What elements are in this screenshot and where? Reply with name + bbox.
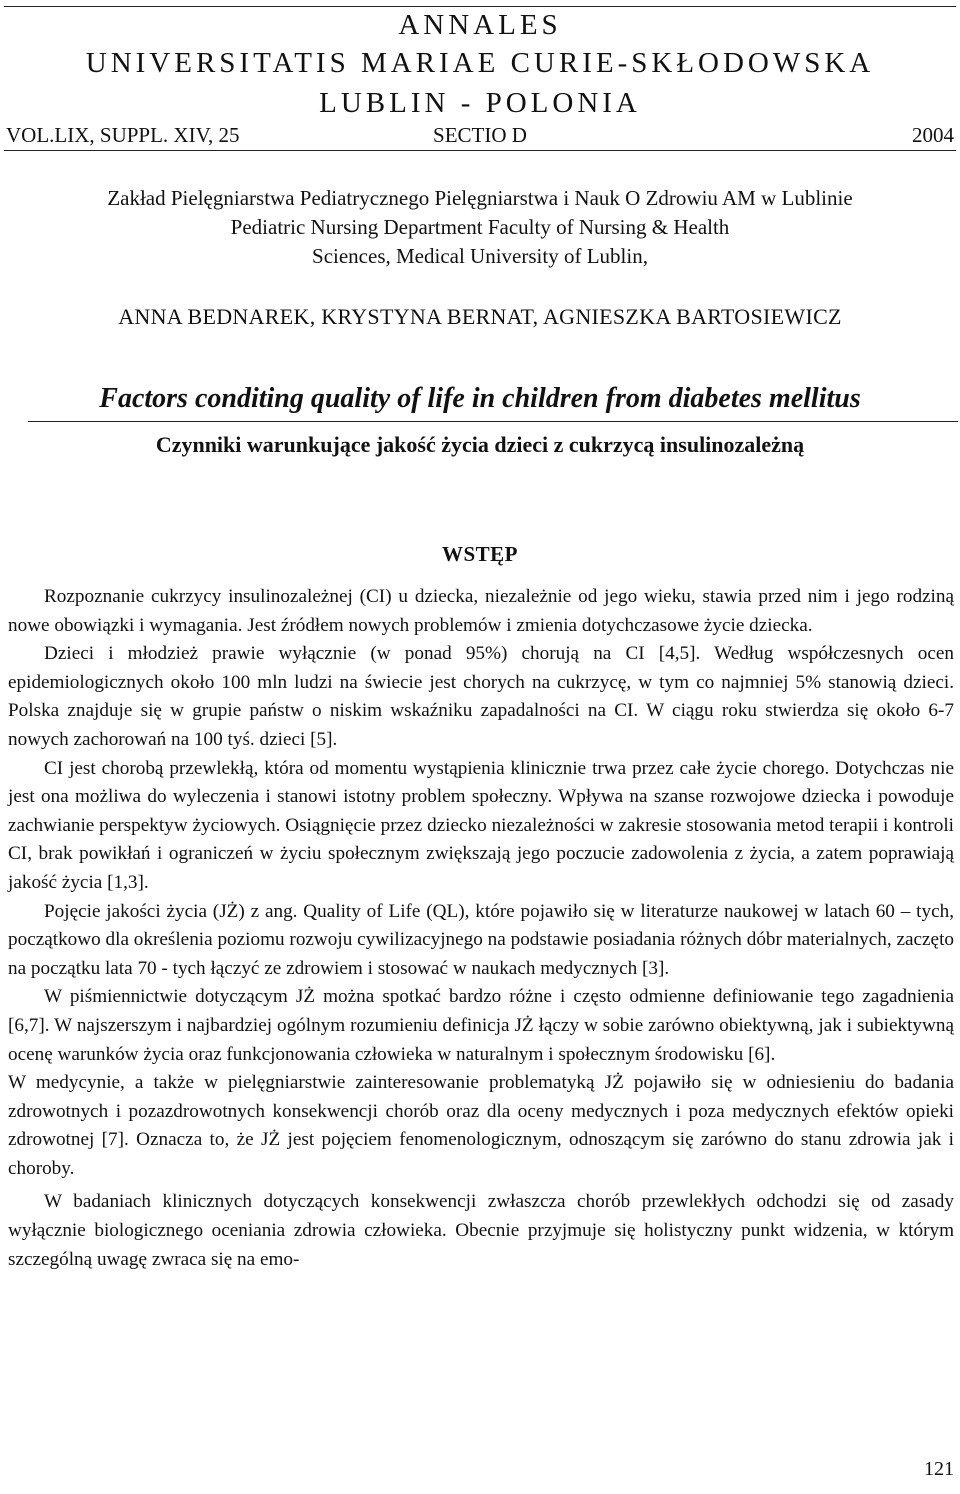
affiliation-line2: Pediatric Nursing Department Faculty of Nursing & Health [230, 215, 730, 239]
journal-title-line1: ANNALES [398, 9, 562, 41]
paragraph: Rozpoznanie cukrzycy insulinozależnej (CI) u dziecka, niezależnie od jego wieku, stawia przed nim i jego rodziną nowe obowiązki i wymagania. Jest źródłem nowych problemów i zmienia dotychczasowe życie dziecka. [8, 586, 954, 636]
body-text [8, 583, 954, 1274]
year-label: 2004 [912, 123, 954, 147]
page-number: 121 [924, 1458, 954, 1480]
affiliation-line3: Sciences, Medical University of Lublin, [312, 244, 648, 268]
section-label: SECTIO D [433, 123, 527, 147]
header-top-rule [4, 6, 956, 7]
author-list: ANNA BEDNAREK, KRYSTYNA BERNAT, AGNIESZKA BARTOSIEWICZ [118, 304, 842, 329]
volume-line [6, 121, 954, 149]
header-bottom-rule [4, 150, 956, 151]
journal-title-line2: UNIVERSITATIS MARIAE CURIE-SKŁODOWSKA [85, 47, 875, 79]
volume-label: VOL.LIX, SUPPL. XIV, 25 [6, 123, 240, 147]
paragraph: W badaniach klinicznych dotyczących konsekwencji zwłaszcza chorób przewlekłych odchodzi się od zasady wyłącznie biologicznego oceniania zdrowia człowieka. Obecnie przyjmuje się holistyczny punkt widzenia, w którym szczególną uwagę zwraca się na emo- [8, 1191, 954, 1270]
section-heading: WSTĘP [441, 542, 519, 566]
article-title-polish: Czynniki warunkujące jakość życia dzieci z cukrzycą insulinozależną [155, 432, 805, 457]
journal-title-line3: LUBLIN - POLONIA [319, 87, 641, 119]
affiliation-line1: Zakład Pielęgniarstwa Pediatrycznego Pielęgniarstwa i Nauk O Zdrowiu AM w Lublinie [107, 186, 853, 210]
paragraph: W medycynie, a także w pielęgniarstwie zainteresowanie problematyką JŻ pojawiło się w odniesieniu do badania zdrowotnych i pozazdrowotnych konsekwencji chorób oraz dla oceny medycznych i poza medycznych efektów opieki zdrowotnej [7]. Oznacza to, że JŻ jest pojęciem fenomenologicznym, odnoszącym się zarówno do stanu zdrowia jak i choroby. [8, 1072, 954, 1179]
paragraph: Dzieci i młodzież prawie wyłącznie (w ponad 95%) chorują na CI [4,5]. Według współczesnych ocen epidemiologicznych około 100 mln ludzi na świecie jest chorych na cukrzycę, w tym co najmniej 5% stanowią dzieci. Polska znajduje się w grupie państw o niskim wskaźniku zapadalności na CI. W ciągu roku stwierdza się około 6-7 nowych zachorowań na 100 tyś. dzieci [5]. [8, 643, 954, 750]
paragraph: W piśmiennictwie dotyczącym JŻ można spotkać bardzo różne i często odmienne definiowanie tego zagadnienia [6,7]. W najszerszym i najbardziej ogólnym rozumieniu definicja JŻ łączy w sobie zarówno obiektywną, jak i subiektywną ocenę warunków życia oraz funkcjonowania człowieka w naturalnym i społecznym środowisku [6]. [8, 986, 954, 1065]
title-rule [28, 421, 958, 422]
article-title-english: Factors conditing quality of life in children from diabetes mellitus [99, 383, 861, 414]
paragraph: CI jest chorobą przewlekłą, która od momentu wystąpienia klinicznie trwa przez całe życie chorego. Dotychczas nie jest ona możliwa do wyleczenia i stanowi istotny problem społeczny. Wpływa na szanse rozwojowe dziecka i powoduje zachwianie perspektyw życiowych. Osiągnięcie przez dziecko niezależności w zakresie stosowania metod terapii i kontroli CI, brak powikłań i ograniczeń w życiu społecznym zwiększają jego poczucie zadowolenia z życia, a zatem poprawiają jakość życia [1,3]. [8, 757, 954, 893]
paragraph: Pojęcie jakości życia (JŻ) z ang. Quality of Life (QL), które pojawiło się w literaturze naukowej w latach 60 – tych, początkowo dla określenia poziomu rozwoju cywilizacyjnego na podstawie posiadania różnych dóbr materialnych, zaczęto na początku lata 70 - tych łączyć ze zdrowiem i stosować w naukach medycznych [3]. [8, 900, 954, 979]
